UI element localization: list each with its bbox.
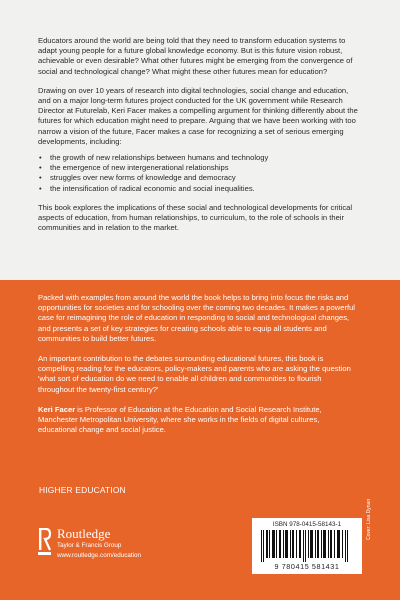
barcode-digits: 9 780415 581431	[274, 562, 340, 571]
blurb-paragraph-1: Educators around the world are being told that they need to transform education systems to adapt young people for a future global knowledge economy. But is this future vision robust, achievable or even desirable? What other futures might be emerging from the convergence of social and technological change? What might these other futures mean for education?	[38, 36, 353, 76]
publisher-name: Routledge	[57, 526, 111, 541]
routledge-logo-icon	[38, 528, 51, 556]
blurb-paragraph-2: Drawing on over 10 years of research into digital technologies, social change and education, and on a major long-term futures project conducted for the UK government while Research Director at Futurelab, Keri Facer makes a compelling argument for thinking differently about the futures for which education might need to prepare. Arguing that we have been working with too narrow a vision of the future, Facer makes a case for recognizing a set of serious emerging developments, including:	[38, 85, 358, 146]
list-item: • the emergence of new intergenerational relationships	[38, 163, 358, 173]
list-item: • struggles over new forms of knowledge and democracy	[38, 173, 358, 183]
barcode-icon	[259, 530, 355, 562]
upper-blurb-panel	[0, 0, 400, 280]
barcode-panel	[252, 518, 362, 574]
list-item: • the intensification of radical economic and social inequalities.	[38, 184, 358, 194]
blurb-paragraph-5: An important contribution to the debates surrounding educational futures, this book is compelling reading for the educators, policy-makers and parents who are asking the question 'what sort of education do we need to enable all children and communities to flourish throughout the twenty-first century?'	[38, 354, 351, 394]
blurb-paragraph-3: This book explores the implications of these social and technological developments for critical aspects of education, from human relationships, to curriculum, to the role of schools in their communities and in relation to the market.	[38, 202, 353, 233]
list-item: • the growth of new relationships between humans and technology	[38, 153, 358, 163]
author-name: Keri Facer	[38, 404, 76, 414]
publisher-url: www.routledge.com/education	[57, 552, 142, 559]
development-list	[38, 153, 358, 194]
cover-credit: Cover: Lisa Dynan	[366, 498, 372, 540]
author-bio-text: is Professor of Education at the Education and Social Research Institute, Manchester Metropolitan University, where she works in the fields of digital cultures, educational change and social justice.	[38, 404, 322, 435]
isbn-label: ISBN 978-0415-58143-1	[272, 521, 342, 528]
publisher-group: Taylor & Francis Group	[57, 542, 122, 549]
author-bio	[38, 405, 358, 436]
blurb-paragraph-4: Packed with examples from around the world the book helps to bring into focus the risks and opportunities for societies and for schooling over the coming two decades. It makes a powerful case for reimagining the role of education in responding to social and technological changes, and presents a set of key strategies for creating schools able to equip all students and communities to build better futures.	[38, 293, 355, 343]
subject-category: HIGHER EDUCATION	[39, 485, 126, 495]
